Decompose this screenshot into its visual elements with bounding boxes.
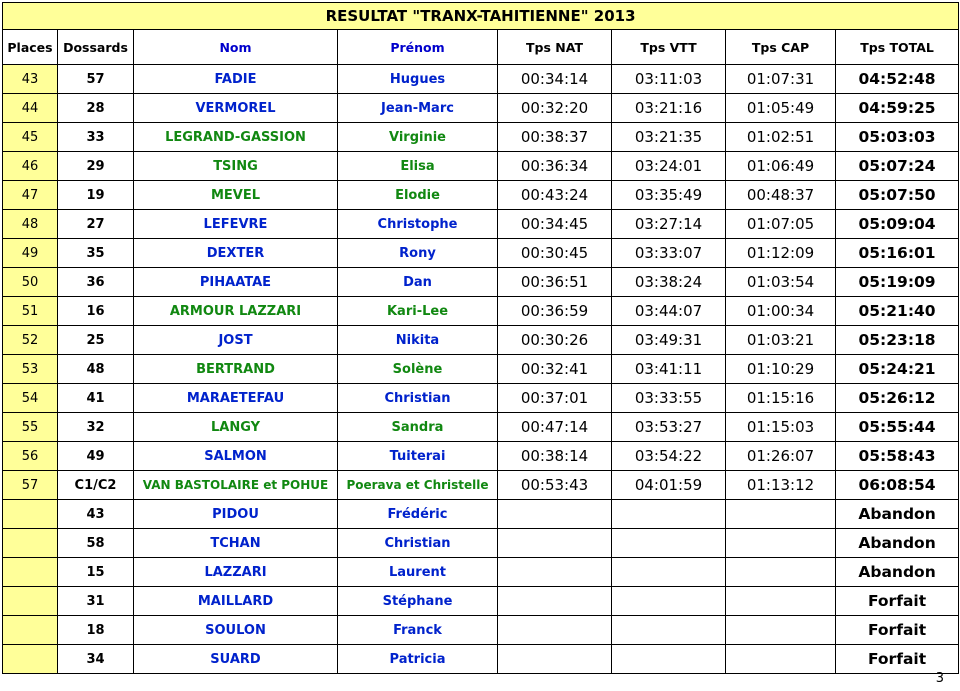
tps-nat-cell: 00:53:43 [498, 471, 612, 500]
place-cell: 50 [3, 268, 58, 297]
nom-cell: PIHAATAE [134, 268, 338, 297]
nom-cell: VAN BASTOLAIRE et POHUE [134, 471, 338, 500]
tps-nat-cell [498, 587, 612, 616]
table-row [3, 210, 959, 239]
prenom-cell: Poerava et Christelle [338, 471, 498, 500]
prenom-cell: Rony [338, 239, 498, 268]
tps-nat-cell: 00:38:14 [498, 442, 612, 471]
table-row [3, 587, 959, 616]
place-cell: 43 [3, 65, 58, 94]
tps-vtt-cell: 03:11:03 [612, 65, 726, 94]
tps-cap-cell: 01:15:03 [726, 413, 836, 442]
dossard-cell: 58 [58, 529, 134, 558]
tps-vtt-cell: 03:38:24 [612, 268, 726, 297]
tps-vtt-cell: 03:21:35 [612, 123, 726, 152]
table-row [3, 529, 959, 558]
nom-cell: BERTRAND [134, 355, 338, 384]
tps-total-cell: 04:52:48 [836, 65, 959, 94]
tps-cap-cell [726, 500, 836, 529]
nom-cell: PIDOU [134, 500, 338, 529]
tps-vtt-cell: 03:41:11 [612, 355, 726, 384]
tps-total-cell: 05:24:21 [836, 355, 959, 384]
dossard-cell: C1/C2 [58, 471, 134, 500]
tps-cap-cell: 01:03:54 [726, 268, 836, 297]
table-row [3, 471, 959, 500]
place-cell: 55 [3, 413, 58, 442]
tps-nat-cell [498, 500, 612, 529]
nom-cell: MEVEL [134, 181, 338, 210]
tps-vtt-cell: 03:44:07 [612, 297, 726, 326]
dossard-cell: 36 [58, 268, 134, 297]
tps-vtt-cell: 03:27:14 [612, 210, 726, 239]
tps-cap-cell: 01:10:29 [726, 355, 836, 384]
tps-cap-cell: 01:02:51 [726, 123, 836, 152]
tps-total-cell: 05:26:12 [836, 384, 959, 413]
tps-cap-cell: 01:07:31 [726, 65, 836, 94]
tps-total-cell: 06:08:54 [836, 471, 959, 500]
place-cell: 57 [3, 471, 58, 500]
tps-vtt-cell: 03:33:55 [612, 384, 726, 413]
dossard-cell: 49 [58, 442, 134, 471]
tps-nat-cell: 00:34:14 [498, 65, 612, 94]
dossard-cell: 18 [58, 616, 134, 645]
header-dossards: Dossards [58, 30, 134, 65]
tps-cap-cell: 01:00:34 [726, 297, 836, 326]
table-row [3, 413, 959, 442]
prenom-cell: Jean-Marc [338, 94, 498, 123]
dossard-cell: 28 [58, 94, 134, 123]
tps-total-cell: 04:59:25 [836, 94, 959, 123]
place-cell: 49 [3, 239, 58, 268]
nom-cell: FADIE [134, 65, 338, 94]
table-row [3, 500, 959, 529]
prenom-cell: Elisa [338, 152, 498, 181]
tps-total-cell: 05:19:09 [836, 268, 959, 297]
results-table [2, 2, 959, 674]
tps-vtt-cell [612, 645, 726, 674]
nom-cell: MAILLARD [134, 587, 338, 616]
nom-cell: SALMON [134, 442, 338, 471]
dossard-cell: 35 [58, 239, 134, 268]
tps-total-cell: 05:21:40 [836, 297, 959, 326]
tps-total-cell: 05:16:01 [836, 239, 959, 268]
dossard-cell: 34 [58, 645, 134, 674]
header-tps-nat: Tps NAT [498, 30, 612, 65]
tps-vtt-cell [612, 529, 726, 558]
nom-cell: LANGY [134, 413, 338, 442]
results-body [3, 65, 959, 674]
tps-nat-cell [498, 558, 612, 587]
place-cell: 47 [3, 181, 58, 210]
tps-total-cell: Abandon [836, 500, 959, 529]
place-cell [3, 645, 58, 674]
place-cell [3, 500, 58, 529]
table-row [3, 326, 959, 355]
dossard-cell: 57 [58, 65, 134, 94]
dossard-cell: 25 [58, 326, 134, 355]
prenom-cell: Franck [338, 616, 498, 645]
page-number: 3 [935, 671, 944, 686]
tps-nat-cell: 00:38:37 [498, 123, 612, 152]
prenom-cell: Nikita [338, 326, 498, 355]
tps-nat-cell [498, 616, 612, 645]
prenom-cell: Laurent [338, 558, 498, 587]
prenom-cell: Christian [338, 529, 498, 558]
tps-cap-cell: 00:48:37 [726, 181, 836, 210]
place-cell: 56 [3, 442, 58, 471]
tps-total-cell: Forfait [836, 645, 959, 674]
tps-cap-cell [726, 587, 836, 616]
tps-nat-cell: 00:43:24 [498, 181, 612, 210]
table-row [3, 558, 959, 587]
tps-cap-cell: 01:26:07 [726, 442, 836, 471]
nom-cell: TSING [134, 152, 338, 181]
page-title: RESULTAT "TRANX-TAHITIENNE" 2013 [3, 3, 959, 30]
table-row [3, 123, 959, 152]
table-row [3, 181, 959, 210]
tps-vtt-cell: 03:35:49 [612, 181, 726, 210]
dossard-cell: 31 [58, 587, 134, 616]
tps-vtt-cell [612, 616, 726, 645]
tps-nat-cell: 00:47:14 [498, 413, 612, 442]
prenom-cell: Tuiterai [338, 442, 498, 471]
tps-nat-cell: 00:37:01 [498, 384, 612, 413]
table-row [3, 616, 959, 645]
dossard-cell: 29 [58, 152, 134, 181]
place-cell [3, 616, 58, 645]
tps-nat-cell: 00:36:51 [498, 268, 612, 297]
tps-vtt-cell: 03:33:07 [612, 239, 726, 268]
tps-total-cell: Forfait [836, 616, 959, 645]
place-cell: 54 [3, 384, 58, 413]
tps-total-cell: Abandon [836, 529, 959, 558]
tps-vtt-cell [612, 587, 726, 616]
dossard-cell: 33 [58, 123, 134, 152]
prenom-cell: Solène [338, 355, 498, 384]
prenom-cell: Frédéric [338, 500, 498, 529]
table-row [3, 355, 959, 384]
nom-cell: VERMOREL [134, 94, 338, 123]
tps-cap-cell [726, 529, 836, 558]
dossard-cell: 27 [58, 210, 134, 239]
table-row [3, 268, 959, 297]
tps-cap-cell: 01:03:21 [726, 326, 836, 355]
tps-cap-cell [726, 558, 836, 587]
tps-cap-cell: 01:05:49 [726, 94, 836, 123]
tps-vtt-cell [612, 500, 726, 529]
dossard-cell: 48 [58, 355, 134, 384]
tps-nat-cell: 00:32:20 [498, 94, 612, 123]
tps-nat-cell [498, 529, 612, 558]
nom-cell: JOST [134, 326, 338, 355]
tps-cap-cell: 01:15:16 [726, 384, 836, 413]
nom-cell: LEGRAND-GASSION [134, 123, 338, 152]
tps-cap-cell: 01:06:49 [726, 152, 836, 181]
tps-total-cell: Forfait [836, 587, 959, 616]
table-row [3, 239, 959, 268]
tps-cap-cell: 01:07:05 [726, 210, 836, 239]
tps-vtt-cell: 03:49:31 [612, 326, 726, 355]
table-row [3, 65, 959, 94]
tps-vtt-cell: 03:24:01 [612, 152, 726, 181]
dossard-cell: 19 [58, 181, 134, 210]
header-nom: Nom [134, 30, 338, 65]
nom-cell: SOULON [134, 616, 338, 645]
tps-cap-cell [726, 645, 836, 674]
prenom-cell: Elodie [338, 181, 498, 210]
place-cell: 53 [3, 355, 58, 384]
place-cell: 46 [3, 152, 58, 181]
nom-cell: SUARD [134, 645, 338, 674]
table-row [3, 94, 959, 123]
nom-cell: DEXTER [134, 239, 338, 268]
prenom-cell: Christian [338, 384, 498, 413]
header-places: Places [3, 30, 58, 65]
prenom-cell: Kari-Lee [338, 297, 498, 326]
header-tps-cap: Tps CAP [726, 30, 836, 65]
prenom-cell: Dan [338, 268, 498, 297]
tps-nat-cell [498, 645, 612, 674]
tps-total-cell: 05:07:50 [836, 181, 959, 210]
nom-cell: LEFEVRE [134, 210, 338, 239]
dossard-cell: 43 [58, 500, 134, 529]
tps-nat-cell: 00:34:45 [498, 210, 612, 239]
place-cell [3, 587, 58, 616]
tps-cap-cell [726, 616, 836, 645]
dossard-cell: 16 [58, 297, 134, 326]
tps-total-cell: 05:09:04 [836, 210, 959, 239]
place-cell [3, 558, 58, 587]
tps-total-cell: 05:55:44 [836, 413, 959, 442]
dossard-cell: 41 [58, 384, 134, 413]
table-row [3, 384, 959, 413]
tps-nat-cell: 00:30:26 [498, 326, 612, 355]
prenom-cell: Patricia [338, 645, 498, 674]
nom-cell: LAZZARI [134, 558, 338, 587]
place-cell: 45 [3, 123, 58, 152]
header-tps-vtt: Tps VTT [612, 30, 726, 65]
place-cell: 51 [3, 297, 58, 326]
nom-cell: TCHAN [134, 529, 338, 558]
prenom-cell: Stéphane [338, 587, 498, 616]
nom-cell: MARAETEFAU [134, 384, 338, 413]
place-cell: 48 [3, 210, 58, 239]
header-prenom: Prénom [338, 30, 498, 65]
prenom-cell: Virginie [338, 123, 498, 152]
tps-nat-cell: 00:36:59 [498, 297, 612, 326]
table-row [3, 442, 959, 471]
table-row [3, 152, 959, 181]
prenom-cell: Sandra [338, 413, 498, 442]
tps-total-cell: 05:58:43 [836, 442, 959, 471]
tps-vtt-cell: 03:54:22 [612, 442, 726, 471]
tps-nat-cell: 00:36:34 [498, 152, 612, 181]
tps-nat-cell: 00:32:41 [498, 355, 612, 384]
prenom-cell: Christophe [338, 210, 498, 239]
tps-vtt-cell: 04:01:59 [612, 471, 726, 500]
dossard-cell: 32 [58, 413, 134, 442]
table-row [3, 645, 959, 674]
place-cell: 44 [3, 94, 58, 123]
table-row [3, 297, 959, 326]
tps-total-cell: 05:07:24 [836, 152, 959, 181]
tps-total-cell: 05:23:18 [836, 326, 959, 355]
tps-nat-cell: 00:30:45 [498, 239, 612, 268]
tps-total-cell: 05:03:03 [836, 123, 959, 152]
tps-cap-cell: 01:13:12 [726, 471, 836, 500]
tps-cap-cell: 01:12:09 [726, 239, 836, 268]
nom-cell: ARMOUR LAZZARI [134, 297, 338, 326]
place-cell [3, 529, 58, 558]
prenom-cell: Hugues [338, 65, 498, 94]
tps-vtt-cell: 03:21:16 [612, 94, 726, 123]
header-tps-total: Tps TOTAL [836, 30, 959, 65]
tps-vtt-cell: 03:53:27 [612, 413, 726, 442]
place-cell: 52 [3, 326, 58, 355]
dossard-cell: 15 [58, 558, 134, 587]
tps-total-cell: Abandon [836, 558, 959, 587]
tps-vtt-cell [612, 558, 726, 587]
